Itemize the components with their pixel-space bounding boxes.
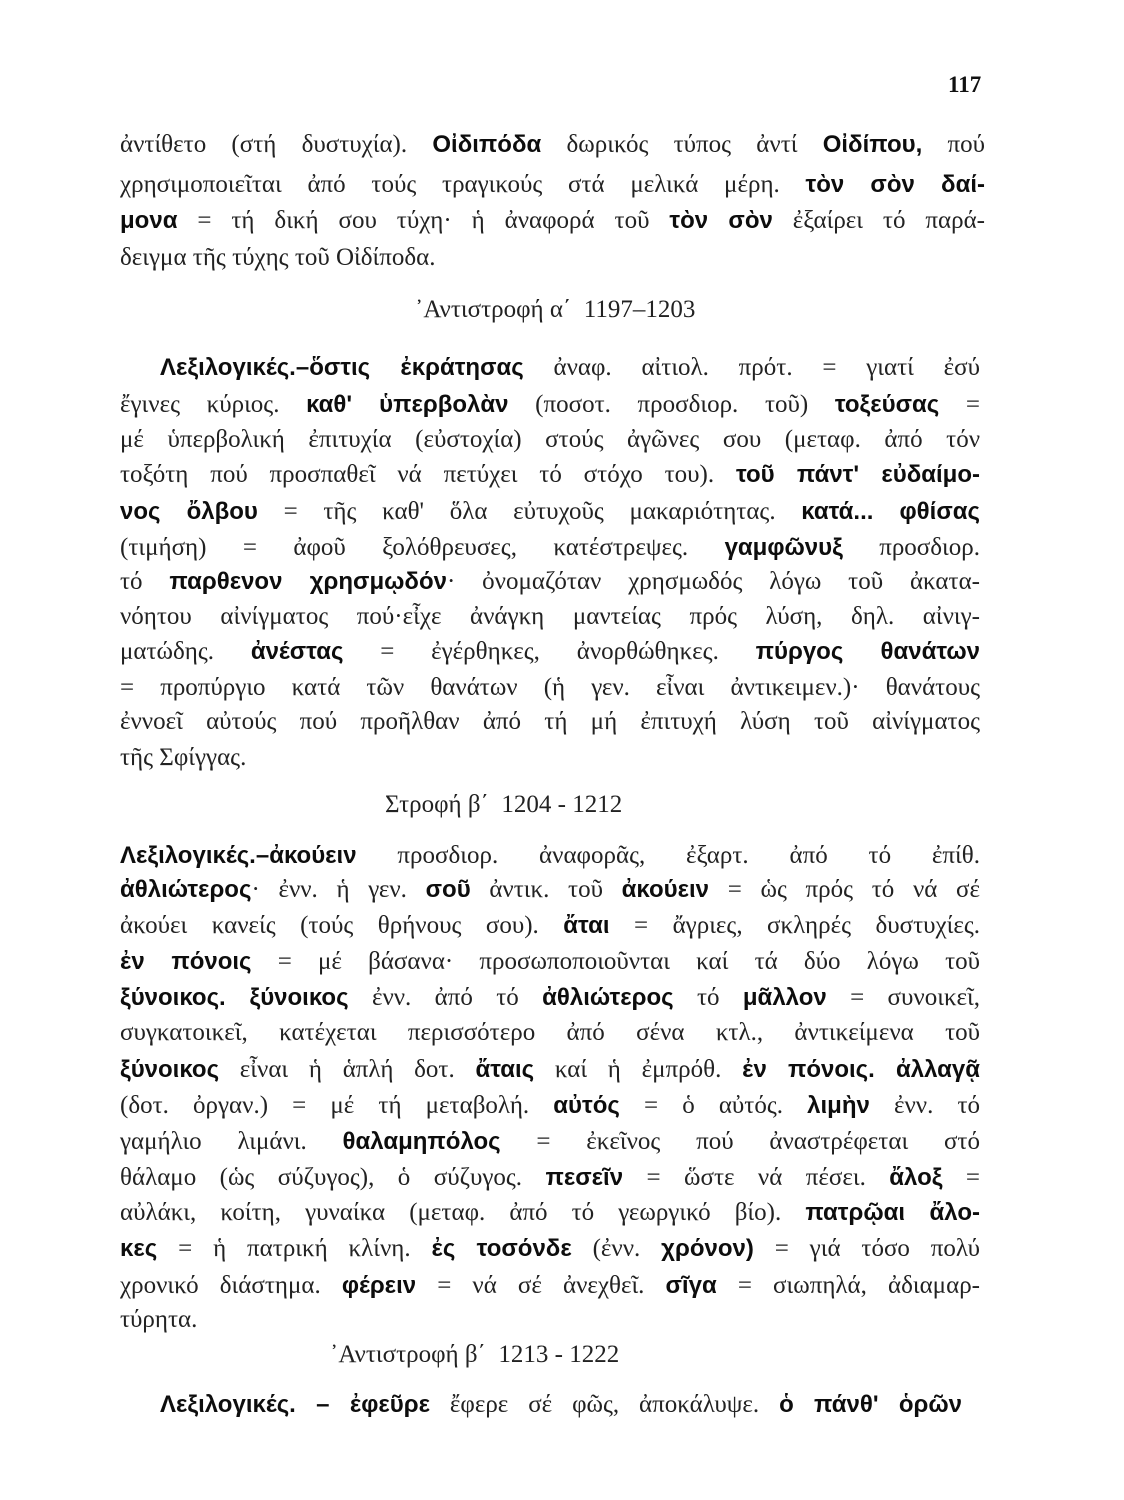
bold-term: πεσεῖν (545, 1164, 624, 1191)
bold-term: Λεξιλογικές.–ὅστις ἐκράτησας (160, 354, 524, 381)
text-run: · ὀνομαζόταν χρησμωδός λόγω τοῦ ἀκατα- (446, 568, 981, 595)
text-run: = γιά τόσο πολύ (753, 1235, 980, 1262)
text-run: ᾿Αντιστροφή β΄ 1213 - 1222 (330, 1341, 620, 1368)
text-run: · ἐνν. ἡ γεν. (251, 876, 426, 903)
text-run: συγκατοικεῖ, κατέχεται περισσότερο ἀπό σένα κτλ., ἀντικείμενα τοῦ (120, 1019, 980, 1046)
text-run: = μέ βάσανα· προσωποποιοῦνται καί τά δύο λόγω τοῦ (251, 948, 980, 975)
text-run: νόητου αἰνίγματος πού·εἶχε ἀνάγκη μαντείας πρός λύση, δηλ. αἰνιγ- (120, 603, 980, 630)
text-run: = προπύργιο κατά τῶν θανάτων (ἡ γεν. εἶναι ἀντικειμεν.)· θανάτους (120, 674, 980, 701)
text-line (120, 1160, 980, 1196)
text-line (120, 240, 980, 276)
text-run: = ὁ αὐτός. (619, 1092, 808, 1119)
text-line (160, 350, 980, 386)
bold-term: τὸν σὸν δαί- (805, 171, 986, 198)
text-run: = ἄγριες, σκληρές δυστυχίες. (609, 912, 980, 939)
text-line (120, 422, 980, 458)
text-line (120, 872, 980, 908)
bold-term: αὐτός (553, 1092, 620, 1119)
text-run: ᾿Αντιστροφή α΄ 1197–1203 (415, 296, 696, 323)
bold-term: ἄταις (475, 1056, 535, 1083)
bold-term: ἀθλιώτερος (120, 876, 252, 903)
text-run: καί ἡ ἐμπρόθ. (534, 1056, 743, 1083)
text-run: μέ ὑπερβολική ἐπιτυχία (εὐστοχία) στούς ἀγῶνες σου (μεταφ. ἀπό τόν (120, 426, 980, 453)
text-run: (δοτ. ὀργαν.) = μέ τή μεταβολή. (120, 1092, 554, 1119)
text-run: δωρικός τύπος ἀντί (541, 131, 823, 158)
text-run: εἶναι ἡ ἁπλή δοτ. (219, 1056, 476, 1083)
text-line (120, 740, 980, 776)
text-run: = ὥστε νά πέσει. (623, 1164, 890, 1191)
text-line (120, 1268, 980, 1304)
text-run: ματώδης. (120, 638, 251, 665)
text-line (120, 1088, 980, 1124)
bold-term: μᾶλλον (742, 984, 827, 1011)
text-run: (τιμήση) = ἀφοῦ ξολόθρευσες, κατέστρεψες. (120, 534, 725, 561)
bold-term: ἐν πόνοις. ἀλλαγᾷ (742, 1056, 980, 1083)
text-run: τῆς Σφίγγας. (120, 744, 247, 771)
text-run: ἐνν. τό (869, 1092, 980, 1119)
bold-term: ξύνοικος (120, 1056, 220, 1083)
bold-term: θαλαμηπόλος (342, 1128, 501, 1155)
text-line (120, 564, 980, 600)
text-run: πού (922, 131, 986, 158)
text-line (120, 634, 980, 670)
bold-term: ὁ πάνθ' ὁρῶν (779, 1391, 962, 1418)
text-line (120, 1302, 980, 1338)
text-line (120, 838, 980, 874)
text-run: = ὡς πρός τό νά σέ (709, 876, 981, 903)
bold-term: μονα (120, 207, 178, 234)
text-run: ἐννοεῖ αὐτούς πού προῆλθαν ἀπό τή μή ἐπιτυχή λύση τοῦ αἰνίγματος (120, 708, 980, 735)
text-run: ἀντίθετο (στή δυστυχία). (120, 131, 433, 158)
bold-term: Οἰδίπου, (822, 131, 923, 158)
bold-term: ἐν πόνοις (120, 948, 252, 975)
bold-term: ἄται (563, 912, 610, 939)
text-run: (ποσοτ. προσδιορ. τοῦ) (508, 391, 835, 418)
text-line (120, 980, 980, 1016)
bold-term: ἐς τοσόνδε (431, 1235, 572, 1262)
text-run: προσδιορ. ἀναφορᾶς, ἐξαρτ. ἀπό τό ἐπίθ. (356, 842, 980, 869)
text-line (120, 1052, 980, 1088)
text-line (120, 494, 980, 530)
text-run: τό (120, 568, 170, 595)
bold-term: ἀθλιώτερος (542, 984, 674, 1011)
text-run: δειγμα τῆς τύχης τοῦ Οἰδίποδα. (120, 244, 436, 271)
text-line (120, 203, 985, 239)
text-run: ἐξαίρει τό παρά- (772, 207, 986, 234)
text-run: τοξότη πού προσπαθεῖ νά πετύχει τό στόχο του). (120, 461, 736, 488)
text-run: τύρητα. (120, 1306, 198, 1333)
text-run: τό (673, 984, 743, 1011)
page-number: 117 (948, 72, 982, 97)
bold-term: λιμὴν (807, 1092, 870, 1119)
text-line (120, 1195, 980, 1231)
bold-term: ἄλοξ (889, 1164, 943, 1191)
text-run: ἀντικ. τοῦ (470, 876, 622, 903)
bold-term: παρθενον χρησμῳδόν (169, 568, 447, 595)
text-run: ἀκούει κανείς (τούς θρήνους σου). (120, 912, 564, 939)
bold-term: καθ' ὑπερβολὰν (306, 391, 509, 418)
bold-term: Λεξιλογικές.–ἀκούειν (120, 842, 357, 869)
text-line (120, 944, 980, 980)
bold-term: τοῦ πάντ' εὐδαίμο- (735, 461, 981, 488)
text-line (120, 530, 980, 566)
bold-term: γαμφῶνυξ (724, 534, 843, 561)
text-run: θάλαμο (ὡς σύζυγος), ὁ σύζυγος. (120, 1164, 546, 1191)
text-run: = νά σέ ἀνεχθεῖ. (416, 1272, 666, 1299)
bold-term: χρόνον) (661, 1235, 754, 1262)
text-run: ἀναφ. αἰτιολ. πρότ. = γιατί ἐσύ (523, 354, 980, 381)
section-heading (330, 1337, 619, 1373)
text-line (120, 387, 980, 423)
text-run: αὐλάκι, κοίτη, γυναίκα (μεταφ. ἀπό τό γεωργικό βίο). (120, 1199, 806, 1226)
text-run: = συνοικεῖ, (826, 984, 981, 1011)
text-run: = σιωπηλά, ἀδιαμαρ- (716, 1272, 980, 1299)
bold-term: Οἰδιπόδα (432, 131, 542, 158)
text-line (120, 670, 980, 706)
bold-term: ἀκούειν (621, 876, 710, 903)
bold-term: Λεξιλογικές. – ἐφεῦρε (160, 1391, 430, 1418)
text-line (120, 599, 980, 635)
bold-term: ἀνέστας (250, 638, 344, 665)
bold-term: πύργος θανάτων (755, 638, 981, 665)
section-heading (415, 292, 695, 328)
bold-term: φέρειν (341, 1272, 417, 1299)
text-line (120, 1015, 980, 1051)
text-line (160, 1387, 962, 1423)
text-run: = τῆς καθ' ὅλα εὐτυχοῦς μακαριότητας. (257, 498, 802, 525)
text-line (120, 167, 985, 203)
text-run: = ἐκεῖνος πού ἀναστρέφεται στό (500, 1128, 980, 1155)
text-line (120, 704, 980, 740)
text-run: (ἐνν. (571, 1235, 662, 1262)
text-line (120, 908, 980, 944)
text-line (120, 127, 985, 163)
text-run: = ἡ πατρική κλίνη. (157, 1235, 432, 1262)
text-line (120, 1124, 980, 1160)
text-run: χρησιμοποιεῖται ἀπό τούς τραγικούς στά μελικά μέρη. (120, 171, 806, 198)
text-run: = τή δική σου τύχη· ἡ ἀναφορά τοῦ (177, 207, 670, 234)
text-run: ἔφερε σέ φῶς, ἀποκάλυψε. (430, 1391, 780, 1418)
text-run: = ἐγέρθηκες, ἀνορθώθηκες. (343, 638, 756, 665)
text-run: ἔγινες κύριος. (120, 391, 307, 418)
bold-term: σοῦ (425, 876, 471, 903)
bold-term: νος ὄλβου (120, 498, 258, 525)
text-run: ἐνν. ἀπό τό (348, 984, 543, 1011)
bold-term: σῖγα (665, 1272, 717, 1299)
bold-term: κατά... φθίσας (801, 498, 980, 525)
bold-term: πατρῷαι ἄλο- (805, 1199, 981, 1226)
text-run: προσδιορ. (842, 534, 981, 561)
text-line (120, 1231, 980, 1267)
bold-term: κες (120, 1235, 158, 1262)
text-line (120, 457, 980, 493)
bold-term: ξύνοικος. ξύνοικος (120, 984, 349, 1011)
text-run: Στροφή β΄ 1204 - 1212 (385, 791, 623, 818)
text-run: χρονικό διάστημα. (120, 1272, 342, 1299)
section-heading (385, 787, 622, 823)
text-run: γαμήλιο λιμάνι. (120, 1128, 343, 1155)
bold-term: τὸν σὸν (669, 207, 773, 234)
bold-term: τοξεύσας (834, 391, 940, 418)
text-run: = (942, 1164, 980, 1191)
text-run: = (939, 391, 980, 418)
